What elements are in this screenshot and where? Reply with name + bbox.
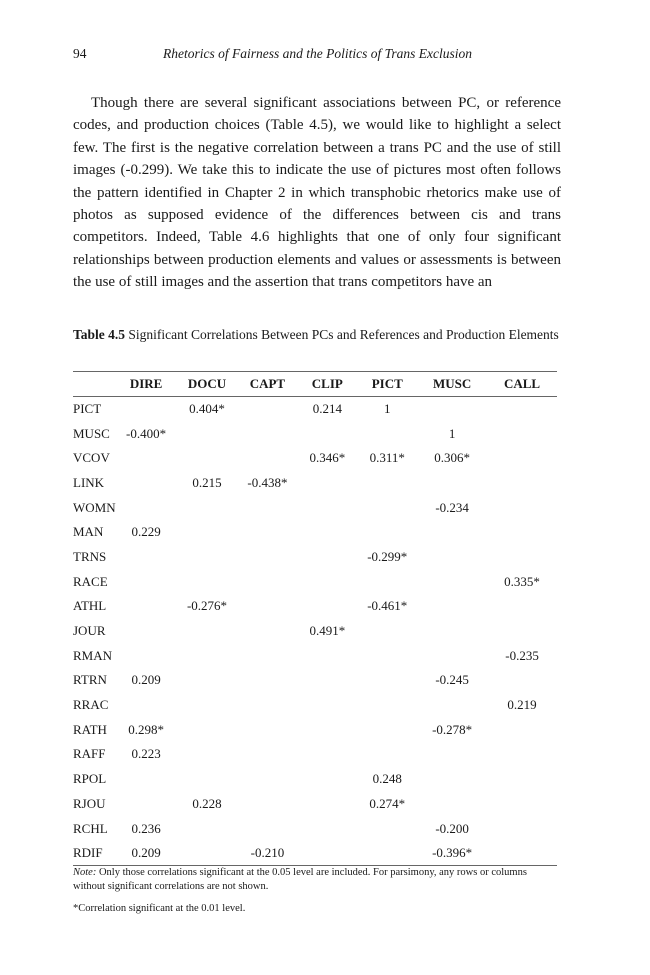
table-cell — [237, 495, 297, 520]
table-cell — [357, 668, 417, 693]
table-body — [73, 397, 557, 866]
table-cell — [177, 421, 238, 446]
table-cell — [487, 397, 557, 422]
table-cell — [116, 594, 177, 619]
table-cell — [237, 421, 297, 446]
table-cell — [116, 397, 177, 422]
table-cell — [417, 569, 487, 594]
row-label: JOUR — [73, 623, 106, 639]
table-cell — [357, 717, 417, 742]
column-header: CALL — [487, 372, 557, 397]
table-cell — [417, 471, 487, 496]
table-cell — [177, 742, 238, 767]
table-cell — [237, 643, 297, 668]
table-cell — [357, 421, 417, 446]
table-cell — [116, 693, 177, 718]
row-label: RPOL — [73, 771, 107, 787]
table-cell — [417, 792, 487, 817]
table-cell — [237, 397, 297, 422]
table-cell: -0.438* — [247, 474, 288, 490]
table-cell — [487, 471, 557, 496]
table-cell — [357, 816, 417, 841]
running-header — [73, 46, 561, 64]
table-cell — [487, 717, 557, 742]
table-cell — [417, 520, 487, 545]
table-cell — [116, 569, 177, 594]
row-label: RAFF — [73, 746, 106, 762]
table-cell — [177, 495, 238, 520]
table-cell — [177, 693, 238, 718]
table-row — [73, 742, 557, 767]
table-cell: -0.299* — [367, 548, 408, 564]
table-cell — [297, 495, 357, 520]
table-cell: -0.200 — [435, 820, 469, 836]
table-cell — [237, 767, 297, 792]
row-label: RJOU — [73, 795, 106, 811]
table-cell — [297, 717, 357, 742]
table-cell — [297, 471, 357, 496]
row-label: MUSC — [73, 425, 110, 441]
table-cell — [297, 545, 357, 570]
table-cell — [177, 520, 238, 545]
table-cell — [237, 569, 297, 594]
table-cell: 0.229 — [131, 524, 161, 540]
table-cell — [417, 594, 487, 619]
table-row — [73, 792, 557, 817]
table-cell — [177, 841, 238, 866]
column-header: MUSC — [417, 372, 487, 397]
row-label: ATHL — [73, 598, 107, 614]
row-label: RDIF — [73, 841, 116, 866]
table-cell: -0.210 — [237, 841, 297, 866]
table-cell — [417, 545, 487, 570]
table-footnote: *Correlation significant at the 0.01 level. — [73, 903, 246, 914]
table-note-label: Note: — [73, 867, 97, 878]
body-paragraph: Though there are several significant associations between PC, or reference codes, and production choices (Table 4.5), we would like to highlight a select few. The first is the negative correlation between a trans PC and the use of still images (-0.299). We take this to indicate the use of pictures most often follows the pattern identified in Chapter 2 in which transphobic rhetorics make use of photos as supposed evidence of the differences between cis and trans competitors. Indeed, Table 4.6 highlights that one of only four significant relationships between production elements and values or assessments is between the use of still images and the assertion that trans competitors have an — [73, 95, 561, 291]
table-cell — [237, 792, 297, 817]
table-cell: 0.274* — [369, 795, 406, 811]
table-cell — [177, 717, 238, 742]
column-header: CAPT — [237, 372, 297, 397]
table-cell — [297, 792, 357, 817]
row-label: RATH — [73, 721, 107, 737]
table-row — [73, 471, 557, 496]
row-label: RCHL — [73, 820, 108, 836]
table-cell — [297, 520, 357, 545]
table-cell — [487, 841, 557, 866]
table-cell — [237, 520, 297, 545]
correlation-table — [73, 371, 557, 866]
table-row — [73, 397, 557, 422]
table-cell — [417, 742, 487, 767]
table-cell — [237, 693, 297, 718]
table-cell — [297, 693, 357, 718]
column-header: CLIP — [297, 372, 357, 397]
table-cell: 0.236 — [131, 820, 161, 836]
table-cell: 0.335* — [504, 573, 540, 589]
column-header: DIRE — [116, 372, 177, 397]
table-cell — [237, 545, 297, 570]
table-row — [73, 594, 557, 619]
table-row — [73, 643, 557, 668]
table-row — [73, 569, 557, 594]
table-cell — [487, 594, 557, 619]
table-cell: 0.346* — [309, 450, 346, 466]
table-row — [73, 668, 557, 693]
table-cell — [297, 569, 357, 594]
table-cell — [417, 619, 487, 644]
table-cell — [417, 693, 487, 718]
table-cell — [177, 545, 238, 570]
table-cell: 0.248 — [372, 771, 402, 787]
table-row — [73, 767, 557, 792]
table-cell — [177, 668, 238, 693]
table-cell: 0.298* — [128, 721, 164, 737]
table-cell — [177, 767, 238, 792]
table-cell — [487, 668, 557, 693]
table-cell — [116, 619, 177, 644]
table-cell — [357, 569, 417, 594]
table-cell — [237, 594, 297, 619]
table-cell — [297, 594, 357, 619]
table-cell: 0.404* — [189, 401, 225, 417]
table-note-text: Only those correlations significant at the 0.05 level are included. For parsimony, any rows or columns without significant correlations are not shown. — [73, 867, 527, 892]
table-row — [73, 545, 557, 570]
table-cell — [116, 792, 177, 817]
table-cell — [357, 471, 417, 496]
table-cell — [357, 841, 417, 866]
running-title: Rhetorics of Fairness and the Politics of Trans Exclusion — [163, 46, 472, 61]
table-cell — [487, 816, 557, 841]
column-header: PICT — [357, 372, 417, 397]
table-cell: -0.461* — [367, 598, 408, 614]
table-cell: 0.491* — [309, 623, 346, 639]
table-row — [73, 446, 557, 471]
table-cell — [116, 545, 177, 570]
table-cell: 0.209 — [116, 841, 177, 866]
table-row — [73, 717, 557, 742]
table-cell: -0.276* — [186, 598, 228, 614]
table-cell — [177, 816, 238, 841]
table-row — [73, 841, 557, 866]
row-label: RACE — [73, 573, 108, 589]
table-cell: 0.311* — [369, 450, 405, 466]
table-cell — [487, 742, 557, 767]
table-row — [73, 520, 557, 545]
table-cell — [177, 619, 238, 644]
table-cell — [297, 668, 357, 693]
table-corner-cell — [73, 372, 116, 397]
table-cell — [357, 495, 417, 520]
column-header: DOCU — [177, 372, 238, 397]
row-label: RRAC — [73, 697, 109, 713]
table-cell: -0.245 — [435, 672, 469, 688]
row-label: RMAN — [73, 647, 113, 663]
table-cell — [487, 421, 557, 446]
table-cell — [116, 767, 177, 792]
table-cell: -0.278* — [432, 721, 473, 737]
table-header-row — [73, 372, 557, 397]
table-cell — [417, 643, 487, 668]
table-caption-text: Significant Correlations Between PCs and References and Production Elements — [128, 327, 559, 342]
table-cell — [417, 397, 487, 422]
table-cell — [487, 520, 557, 545]
table-cell — [237, 446, 297, 471]
table-cell — [177, 446, 238, 471]
table-cell — [297, 421, 357, 446]
table-cell: 0.215 — [192, 474, 222, 490]
table-row — [73, 495, 557, 520]
table-cell — [357, 619, 417, 644]
row-label: WOMN — [73, 499, 116, 515]
table-cell: 0.219 — [507, 697, 537, 713]
table-cell — [487, 495, 557, 520]
row-label: RTRN — [73, 672, 107, 688]
row-label: TRNS — [73, 548, 107, 564]
table-cell: -0.396* — [417, 841, 487, 866]
table-cell — [177, 569, 238, 594]
table-cell: 0.228 — [192, 795, 222, 811]
table-cell — [297, 816, 357, 841]
table-cell — [357, 693, 417, 718]
table-cell: 0.223 — [131, 746, 161, 762]
table-cell — [237, 668, 297, 693]
table-cell — [237, 717, 297, 742]
table-cell — [487, 767, 557, 792]
table-row — [73, 619, 557, 644]
row-label: VCOV — [73, 450, 110, 466]
table-cell — [487, 446, 557, 471]
table-cell — [297, 643, 357, 668]
table-cell — [297, 841, 357, 866]
row-label: PICT — [73, 401, 102, 417]
table-cell — [357, 742, 417, 767]
table-cell — [487, 545, 557, 570]
table-cell — [237, 816, 297, 841]
table-row — [73, 421, 557, 446]
table-cell — [357, 520, 417, 545]
table-cell — [357, 643, 417, 668]
table-cell — [297, 767, 357, 792]
table-cell — [116, 643, 177, 668]
table-row — [73, 693, 557, 718]
table-cell: 1 — [383, 401, 391, 417]
table-cell — [237, 742, 297, 767]
table-cell: -0.234 — [435, 499, 469, 515]
page-number: 94 — [73, 46, 87, 61]
table-cell — [297, 742, 357, 767]
table-cell: -0.235 — [505, 647, 539, 663]
row-label: LINK — [73, 474, 105, 490]
table-cell — [177, 643, 238, 668]
table-cell — [487, 619, 557, 644]
table-caption — [73, 327, 561, 343]
table-cell: 0.209 — [131, 672, 161, 688]
table-cell — [116, 446, 177, 471]
table-cell — [487, 792, 557, 817]
table-note — [73, 866, 561, 894]
table-cell: 0.306* — [434, 450, 471, 466]
table-cell — [116, 471, 177, 496]
table-cell: 1 — [448, 425, 456, 441]
table-cell — [237, 619, 297, 644]
table-cell — [116, 495, 177, 520]
table-caption-label: Table 4.5 — [73, 327, 126, 342]
table-cell — [417, 767, 487, 792]
table-cell: -0.400* — [126, 425, 167, 441]
table-row — [73, 816, 557, 841]
row-label: MAN — [73, 524, 104, 540]
table-cell: 0.214 — [312, 401, 342, 417]
